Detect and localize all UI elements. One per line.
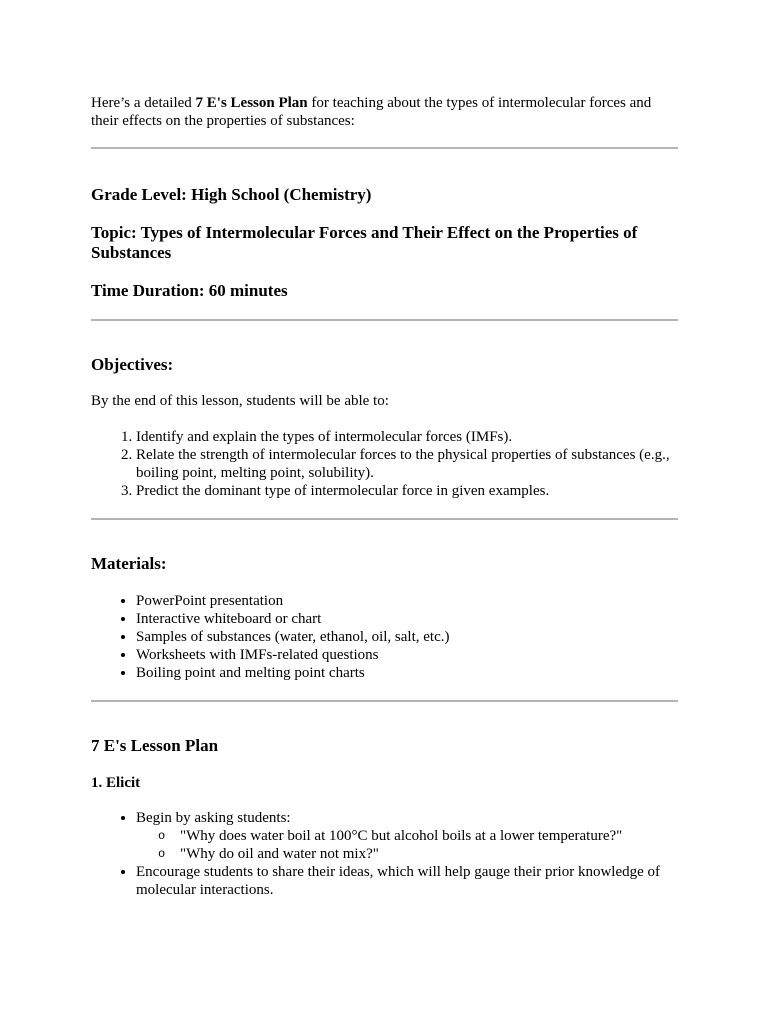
elicit-questions-list xyxy=(136,827,679,863)
materials-list xyxy=(91,592,679,682)
topic-heading: Topic: Types of Intermolecular Forces and Their Effect on the Properties of Substances xyxy=(91,223,638,262)
list-item: • Samples of substances (water, ethanol, oil, salt, etc.) xyxy=(136,628,679,646)
duration-heading: Time Duration: 60 minutes xyxy=(91,281,288,300)
objectives-list xyxy=(91,428,679,500)
intro-suffix: for teaching about the types of intermolecular forces and their effects on the properties of substances: xyxy=(91,95,652,129)
list-item: 1. Identify and explain the types of intermolecular forces (IMFs). xyxy=(136,428,679,446)
elicit-list xyxy=(91,809,679,899)
list-item: o "Why do oil and water not mix?" xyxy=(180,845,679,863)
grade-level-heading: Grade Level: High School (Chemistry) xyxy=(91,185,372,204)
list-item: o "Why does water boil at 100°C but alcohol boils at a lower temperature?" xyxy=(180,827,679,845)
plan-heading: 7 E's Lesson Plan xyxy=(91,736,219,755)
list-item: • Interactive whiteboard or chart xyxy=(136,610,679,628)
divider xyxy=(91,147,678,149)
list-item: • Encourage students to share their ideas, which will help gauge their prior knowledge of molecular interactions. xyxy=(136,863,679,899)
divider xyxy=(91,700,678,702)
objectives-heading: Objectives: xyxy=(91,355,174,374)
list-item: • PowerPoint presentation xyxy=(136,592,679,610)
divider xyxy=(91,518,678,520)
intro-paragraph xyxy=(91,94,679,130)
elicit-heading: 1. Elicit xyxy=(91,775,141,791)
materials-heading: Materials: xyxy=(91,554,167,573)
list-item: 3. Predict the dominant type of intermolecular force in given examples. xyxy=(136,482,679,500)
objectives-lead: By the end of this lesson, students will be able to: xyxy=(91,393,389,409)
divider xyxy=(91,319,678,321)
elicit-item-text: Begin by asking students: xyxy=(136,810,291,826)
document-page xyxy=(91,94,679,899)
list-item: • Boiling point and melting point charts xyxy=(136,664,679,682)
list-item xyxy=(136,809,679,863)
intro-prefix: Here’s a detailed xyxy=(91,95,196,111)
list-item: • Worksheets with IMFs-related questions xyxy=(136,646,679,664)
intro-bold: 7 E's Lesson Plan xyxy=(195,95,308,111)
list-item: 2. Relate the strength of intermolecular forces to the physical properties of substances (e.g., boiling point, melting point, solubility). xyxy=(136,446,679,482)
